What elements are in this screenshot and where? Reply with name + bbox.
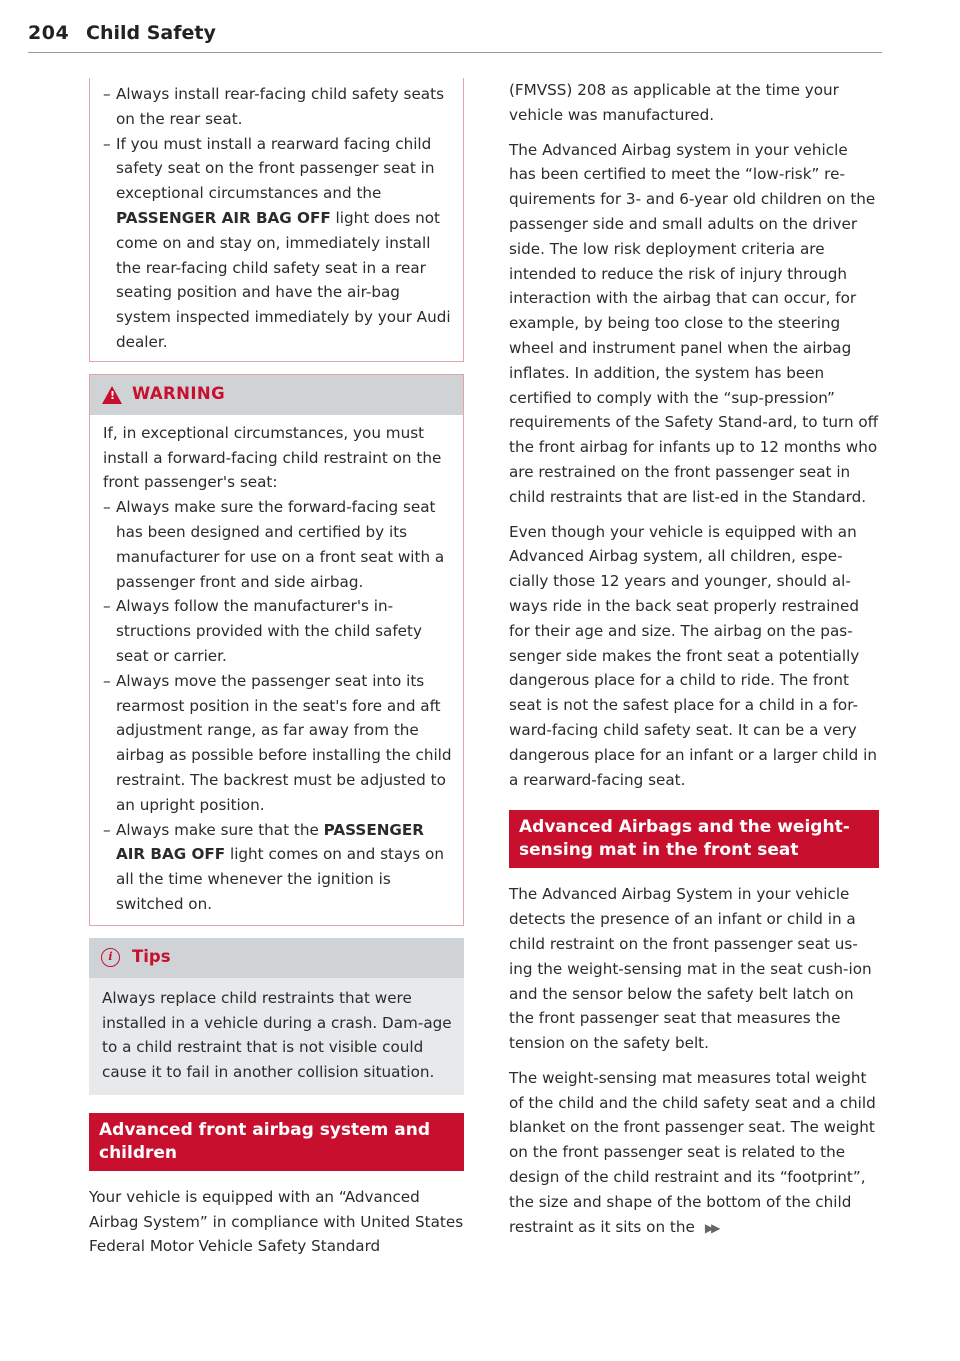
left-column (89, 78, 464, 1269)
list-item: – Always follow the manufacturer's in-structions provided with the child safety seat or carrier. (103, 594, 454, 668)
section-heading: Advanced front airbag system and children (89, 1113, 464, 1171)
warning-intro: If, in exceptional circumstances, you must install a forward-facing child restraint on the front passenger's seat: (103, 423, 442, 492)
paragraph: The Advanced Airbag system in your vehicle has been certified to meet the “low-risk” re-quirements for 3- and 6-year old children on the passenger side and small adults on the driver side. The low risk deployment criteria are intended to reduce the risk of injury through interaction with the airbag that can occur, for example, by being too close to the steering wheel and instrument panel when the airbag inflates. In addition, the system has been certified to comply with the “sup-pression” requirements of the Safety Stand-ard, to turn off the front airbag for infants up to 12 months who are restrained on the front passenger seat in child restraints that are list-ed in the Standard. (509, 140, 879, 506)
page-header (28, 22, 882, 53)
tips-header (89, 938, 464, 978)
warning-header (90, 375, 463, 415)
paragraph: Even though your vehicle is equipped with an Advanced Airbag system, all children, espe-cially those 12 years and younger, should al-ways ride in the back seat properly restrained for their age and size. The airbag on the pas-senger side makes the front seat a potentially dangerous place for a child to ride. The front seat is not the safest place for a child in a for-ward-facing child safety seat. It can be a very dangerous place for an infant or a larger child in a rearward-facing seat. (509, 522, 877, 789)
page-number: 204 (28, 22, 70, 44)
list-item: – Always install rear-facing child safety seats on the rear seat. (103, 82, 454, 132)
indicator-light-name: PASSENGER AIR BAG OFF (116, 208, 331, 227)
list-item: – If you must install a rearward facing child safety seat on the front passenger seat in exceptional circumstances and the PASSENGER AIR BAG OFF light does not come on and stay on, immediately install the rear-facing child safety seat in a rear seating position and have the air-bag system inspected immediately by your Audi dealer. (103, 132, 454, 355)
paragraph: (FMVSS) 208 as applicable at the time your vehicle was manufactured. (509, 81, 839, 124)
section-heading: Advanced Airbags and the weight-sensing mat in the front seat (509, 810, 879, 868)
tips-label: Tips (132, 947, 171, 967)
paragraph: Your vehicle is equipped with an “Advanced Airbag System” in compliance with United States Federal Motor Vehicle Safety Standard (89, 1187, 464, 1256)
paragraph: The weight-sensing mat measures total weight of the child and the child safety seat and a child blanket on the front passenger seat. The weight on the front passenger seat is related to the design of the child restraint and its “footprint”, the size and shape of the bottom of the child restraint as it sits on the ▶▶ (509, 1066, 879, 1241)
list-item: – Always make sure the forward-facing seat has been designed and certified by its manufacturer for use on a front seat with a passenger front and side airbag. (103, 495, 454, 594)
indicator-light-name: PASSENGER AIR BAG OFF (116, 820, 424, 864)
list-item: – Always make sure that the PASSENGER AIR BAG OFF light comes on and stays on all the time whenever the ignition is switched on. (103, 818, 454, 917)
warning-triangle-icon (102, 386, 122, 404)
paragraph: The Advanced Airbag System in your vehicle detects the presence of an infant or child in a child restraint on the front passenger seat us-ing the weight-sensing mat in the seat cush-ion and the sensor below the safety belt latch on the front passenger seat that measures the tension on the safety belt. (509, 885, 872, 1053)
tips-box (89, 938, 464, 1095)
section-title: Child Safety (86, 22, 216, 44)
right-column (509, 78, 879, 1250)
list-item: – Always move the passenger seat into its rearmost position in the seat's fore and aft adjustment range, as far away from the airbag as possible before installing the child restraint. The backrest must be adjusted to an upright position. (103, 669, 454, 818)
info-icon: i (101, 948, 120, 967)
caution-box-continued (89, 78, 464, 362)
tips-text: Always replace child restraints that were installed in a vehicle during a crash. Dam-age to a child restraint that is not visible could cause it to fail in another collision situation. (102, 988, 452, 1082)
warning-box (89, 374, 464, 926)
continue-arrow-icon: ▶▶ (704, 1220, 718, 1235)
warning-body (90, 415, 463, 925)
warning-label: WARNING (132, 384, 226, 404)
